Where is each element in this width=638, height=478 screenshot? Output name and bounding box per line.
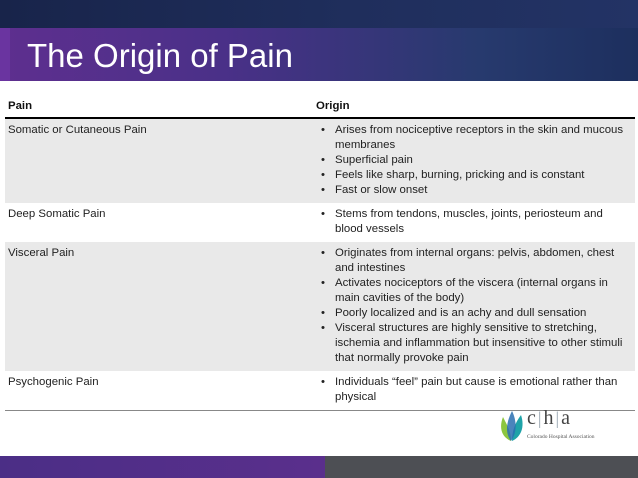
pain-type-cell: Somatic or Cutaneous Pain [5,118,313,203]
origin-cell [313,371,635,411]
title-accent [0,28,10,81]
origin-item: • Superficial pain [316,153,632,168]
logo-wordmark: c|h|a [527,407,571,429]
origin-list [316,375,632,405]
header-band [0,0,638,28]
origin-item: • Stems from tendons, muscles, joints, periosteum and blood vessels [316,207,632,237]
origin-item: • Individuals “feel” pain but cause is emotional rather than physical [316,375,632,405]
header-pain: Pain [5,96,313,118]
origin-cell [313,203,635,242]
table-row [5,118,635,203]
origin-item: • Arises from nociceptive receptors in the skin and mucous membranes [316,123,632,153]
page-title: The Origin of Pain [27,37,293,74]
header-origin: Origin [313,96,635,118]
footer-gray-band [325,456,638,478]
table-row [5,203,635,242]
table-row [5,371,635,411]
pain-type-cell: Deep Somatic Pain [8,208,106,220]
footer-purple-band [0,456,325,478]
leaf-icon [497,407,527,445]
pain-type-cell: Psychogenic Pain [5,371,313,411]
table-row [5,242,635,371]
origin-item: • Poorly localized and is an achy and dull sensation [316,306,632,321]
origin-list [316,123,632,198]
pain-origin-table [5,96,635,411]
origin-list [316,246,632,366]
origin-item: • Feels like sharp, burning, pricking and is constant [316,168,632,183]
logo-subtitle: Colorado Hospital Association [527,434,595,440]
origin-item: • Activates nociceptors of the viscera (internal organs in main cavities of the body) [316,276,632,306]
origin-cell [313,118,635,203]
pain-type-cell: Visceral Pain [5,242,313,371]
origin-list [316,207,632,237]
cha-logo [497,407,617,447]
origin-item: • Originates from internal organs: pelvis, abdomen, chest and intestines [316,246,632,276]
table-header-row [5,96,635,118]
origin-item: • Visceral structures are highly sensitive to stretching, ischemia and inflammation but insensitive to other stimuli that normally provoke pain [316,321,632,366]
origin-item: • Fast or slow onset [316,183,632,198]
origin-cell [313,242,635,371]
